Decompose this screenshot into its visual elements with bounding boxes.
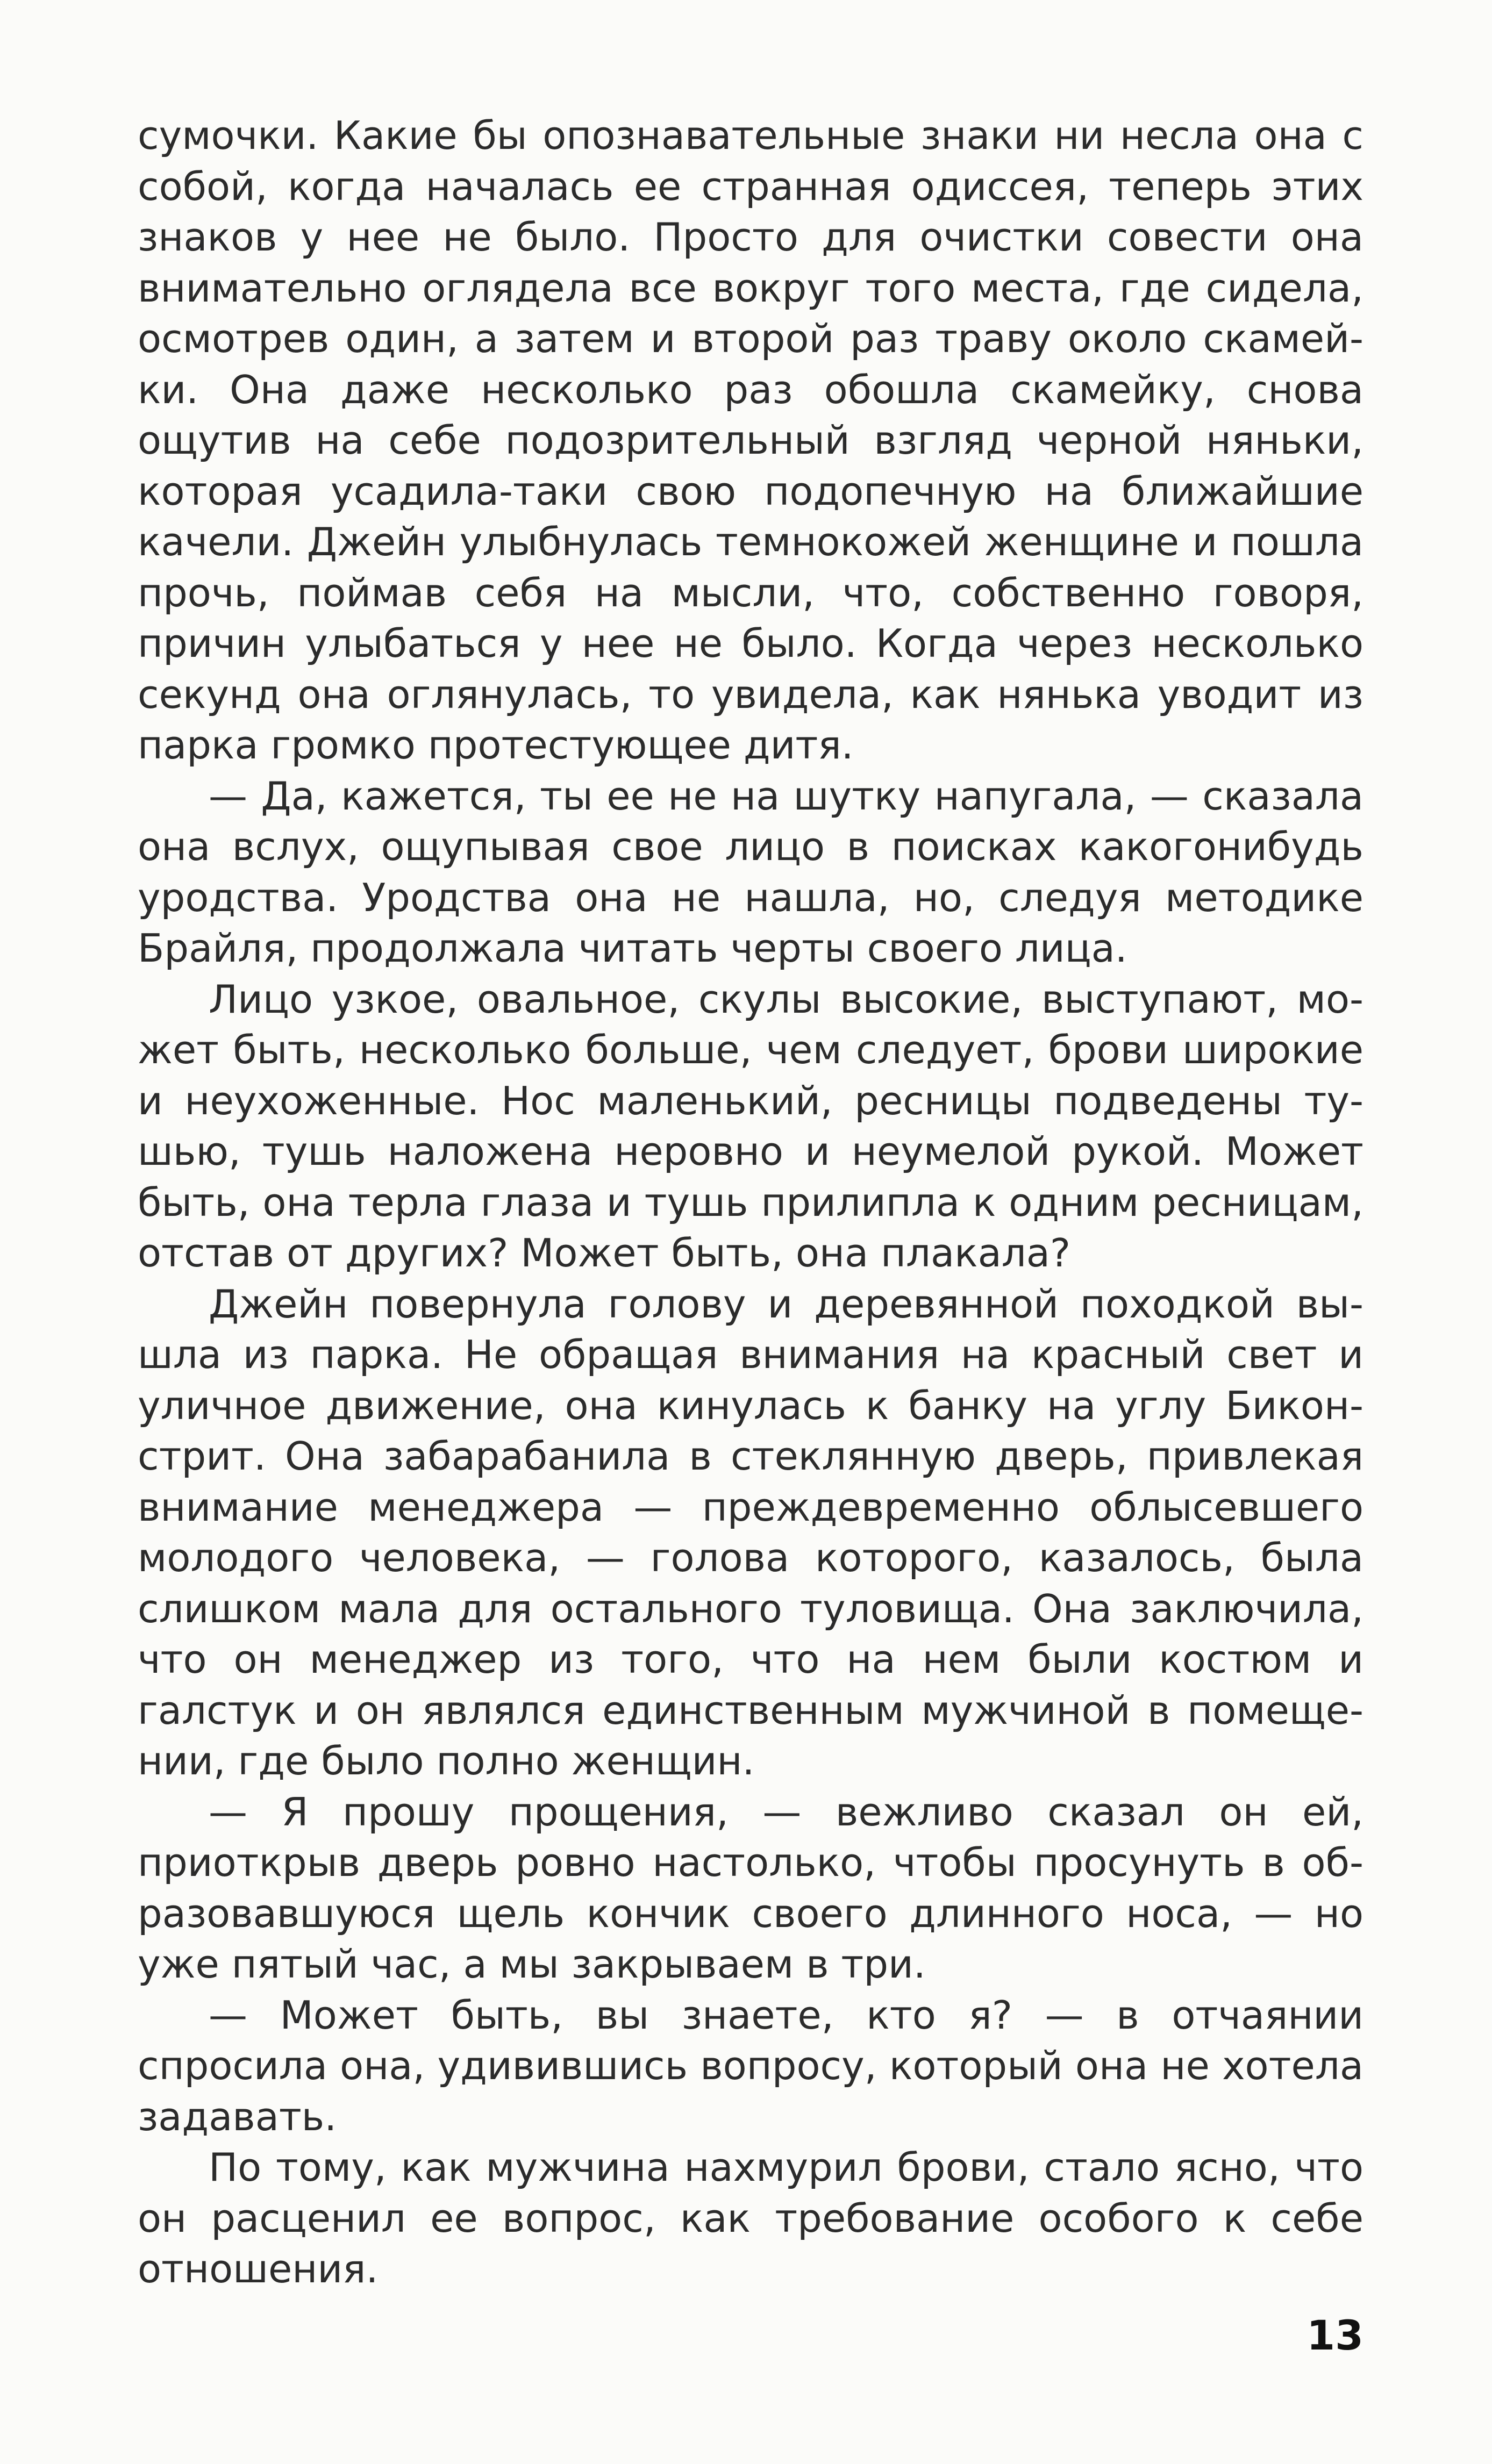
paragraph-3: Лицо узкое, овальное, скулы высокие, выступают, может быть, несколько больше, чем следует, брови широкие и неухоженные. Нос маленький, ресницы подведены тушью, тушь наложена неровно и неумелой рукой. Может быть, она терла глаза и тушь прилипла к одним ресницам, отстав от других? Может быть, она плакала? xyxy=(138,976,1363,1276)
paragraph-7: По тому, как мужчина нахмурил брови, стало ясно, что он расценил ее вопрос, как требование особого к себе отношения. xyxy=(138,2145,1363,2291)
body-text xyxy=(138,110,1363,2295)
paragraph-6: — Может быть, вы знаете, кто я? — в отчаянии спросила она, удивившись вопросу, который она не хотела задавать. xyxy=(138,1992,1363,2139)
paragraph-4: Джейн повернула голову и деревянной походкой вышла из парка. Не обращая внимания на красный свет и уличное движение, она кинулась к банку на углу Биконстрит. Она забарабанила в стеклянную дверь, привлекая внимание менеджера — преждевременно облысевшего молодого человека, — голова которого, казалось, была слишком мала для остального туловища. Она заключила, что он менеджер из того, что на нем были костюм и галстук и он являлся единственным мужчиной в помещении, где было полно женщин. xyxy=(138,1281,1363,1783)
paragraph-5: — Я прошу прощения, — вежливо сказал он ей, приоткрыв дверь ровно настолько, чтобы просунуть в образовавшуюся щель кончик своего длинного носа, — но уже пятый час, а мы закрываем в три. xyxy=(138,1789,1363,1987)
paragraph-2: — Да, кажется, ты ее не на шутку напугала, — сказала она вслух, ощупывая свое лицо в поисках какогонибудь уродства. Уродства она не нашла, но, следуя методике Брайля, продолжала читать черты своего лица. xyxy=(138,773,1363,971)
paragraph-1: сумочки. Какие бы опознавательные знаки ни несла она с собой, когда началась ее странная одиссея, теперь этих знаков у нее не было. Просто для очистки совести она внимательно оглядела все вокруг того места, где сидела, осмотрев один, а затем и второй раз траву около скамейки. Она даже несколько раз обошла скамейку, снова ощутив на себе подозрительный взгляд черной няньки, которая усадила-таки свою подопечную на ближайшие качели. Джейн улыбнулась темнокожей женщине и пошла прочь, поймав себя на мысли, что, собственно говоря, причин улыбаться у нее не было. Когда через несколько секунд она оглянулась, то увидела, как нянька уводит из парка громко протестующее дитя. xyxy=(138,113,1363,768)
page-number: 13 xyxy=(1307,2311,1363,2359)
